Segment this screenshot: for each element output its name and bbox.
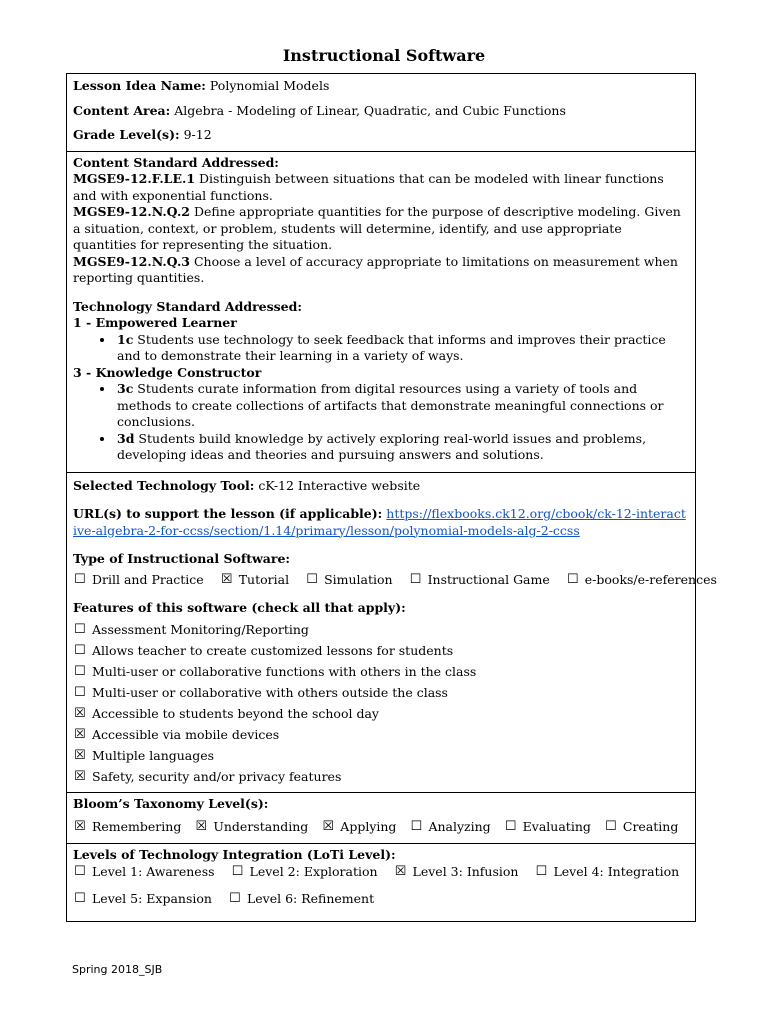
feature-option[interactable]: ☐ Assessment Monitoring/Reporting: [74, 621, 309, 637]
grade-level-value: 9-12: [183, 127, 212, 142]
checkbox-icon[interactable]: ☒: [74, 768, 86, 784]
page-title: Instructional Software: [282, 46, 486, 65]
page-footer: Spring 2018_SJB: [72, 963, 163, 976]
checkbox-icon[interactable]: ☐: [74, 663, 86, 679]
feature-option[interactable]: ☐ Allows teacher to create customized lessons for students: [74, 642, 454, 658]
checkbox-icon[interactable]: ☒: [195, 819, 208, 834]
checkbox-icon[interactable]: ☒: [74, 747, 86, 763]
feature-option[interactable]: ☒ Multiple languages: [74, 747, 215, 763]
tech-standard-list: [73, 381, 689, 464]
checkbox-icon[interactable]: ☐: [410, 819, 423, 834]
content-standard-item: MGSE9-12.N.Q.2 Define appropriate quantities for the purpose of descriptive modeling. Given a situation, context, or problem, students will determine, identify, and use appropriate quantities for representing the situation.: [73, 204, 681, 252]
blooms-option[interactable]: ☒ Applying: [322, 819, 397, 834]
loti-section: [67, 844, 695, 922]
blooms-section: [67, 793, 695, 844]
blooms-heading: Bloom’s Taxonomy Level(s):: [73, 795, 269, 811]
software-type-option[interactable]: ☐ e-books/e-references: [566, 571, 717, 587]
software-type-option[interactable]: ☒ Tutorial: [220, 571, 290, 587]
checkbox-icon[interactable]: ☐: [306, 571, 318, 587]
loti-option[interactable]: ☐ Level 1: Awareness: [74, 864, 215, 879]
lesson-url-link[interactable]: https://flexbooks.ck12.org/cbook/ck-12-interactive-algebra-2-for-ccss/section/1.14/primary/lesson/polynomial-models-alg-2-ccss: [73, 506, 686, 538]
loti-option[interactable]: ☐ Level 5: Expansion: [74, 890, 212, 906]
tech-standard-heading: Technology Standard Addressed:: [73, 298, 302, 314]
checkbox-icon[interactable]: ☐: [231, 864, 244, 879]
tech-standard-bullet: • 3c Students curate information from digital resources using a variety of tools and methods to create collections of artifacts that demonstrate meaningful connections or conclusions.: [115, 381, 689, 431]
tech-standard-group-title: 1 - Empowered Learner: [73, 315, 237, 330]
software-type-heading: Type of Instructional Software:: [73, 551, 291, 566]
url-label: URL(s) to support the lesson (if applicable):: [73, 506, 383, 521]
checkbox-icon[interactable]: ☒: [394, 864, 407, 879]
content-standard-heading: Content Standard Addressed:: [73, 154, 279, 170]
blooms-option[interactable]: ☒ Understanding: [195, 819, 309, 834]
software-type-option[interactable]: ☐ Instructional Game: [409, 571, 550, 587]
blooms-option[interactable]: ☐ Creating: [605, 819, 679, 834]
grade-level-label: Grade Level(s):: [73, 127, 180, 142]
blooms-option[interactable]: ☒ Remembering: [74, 819, 182, 834]
checkbox-icon[interactable]: ☐: [74, 642, 86, 658]
loti-options-row: [73, 891, 689, 908]
feature-option[interactable]: ☐ Multi-user or collaborative with others outside the class: [74, 684, 448, 700]
features-heading: Features of this software (check all that apply):: [73, 600, 406, 615]
content-standard-item: MGSE9-12.F.LE.1 Distinguish between situations that can be modeled with linear functions and with exponential functions.: [73, 171, 664, 203]
tool-value: cK-12 Interactive website: [258, 477, 421, 493]
content-area-label: Content Area:: [73, 102, 171, 118]
lesson-idea-label: Lesson Idea Name:: [73, 78, 206, 93]
software-type-option[interactable]: ☐ Simulation: [306, 571, 393, 587]
tech-standard-bullet: • 3d Students build knowledge by actively exploring real-world issues and problems, developing ideas and theories and pursuing answers and solutions.: [115, 431, 689, 464]
tech-standard-list: [73, 332, 689, 365]
feature-option[interactable]: ☒ Accessible to students beyond the school day: [74, 705, 379, 721]
checkbox-icon[interactable]: ☐: [74, 890, 86, 906]
loti-option[interactable]: ☒ Level 3: Infusion: [394, 864, 519, 879]
loti-option[interactable]: ☐ Level 4: Integration: [535, 864, 680, 879]
content-standard-item: MGSE9-12.N.Q.3 Choose a level of accuracy appropriate to limitations on measurement when reporting quantities.: [73, 253, 678, 285]
checkbox-icon[interactable]: ☐: [409, 571, 422, 587]
checkbox-icon[interactable]: ☐: [229, 890, 241, 906]
standards-section: [67, 152, 695, 473]
blooms-options: [73, 819, 689, 836]
loti-options-row: [73, 864, 689, 881]
checkbox-icon[interactable]: ☒: [74, 819, 86, 834]
tech-standard-bullet: • 1c Students use technology to seek feedback that informs and improves their practice and to demonstrate their learning in a variety of ways.: [115, 332, 689, 365]
tool-label: Selected Technology Tool:: [73, 477, 255, 493]
feature-option[interactable]: ☐ Multi-user or collaborative functions with others in the class: [74, 663, 477, 679]
software-type-options: [73, 571, 717, 589]
software-type-option[interactable]: ☐ Drill and Practice: [74, 571, 204, 587]
checkbox-icon[interactable]: ☐: [74, 571, 86, 587]
blooms-option[interactable]: ☐ Evaluating: [504, 819, 591, 834]
tech-standard-group-title: 3 - Knowledge Constructor: [73, 364, 262, 380]
checkbox-icon[interactable]: ☒: [322, 819, 335, 834]
checkbox-icon[interactable]: ☐: [74, 621, 86, 637]
feature-option[interactable]: ☒ Safety, security and/or privacy features: [74, 768, 342, 784]
content-area-value: Algebra - Modeling of Linear, Quadratic, and Cubic Functions: [174, 102, 566, 118]
lesson-idea-value: Polynomial Models: [209, 78, 330, 93]
software-section: [67, 473, 717, 793]
checkbox-icon[interactable]: ☐: [504, 819, 517, 834]
loti-option[interactable]: ☐ Level 2: Exploration: [231, 864, 378, 879]
loti-heading: Levels of Technology Integration (LoTi Level):: [73, 846, 396, 862]
checkbox-icon[interactable]: ☐: [74, 864, 86, 879]
feature-option[interactable]: ☒ Accessible via mobile devices: [74, 726, 280, 742]
checkbox-icon[interactable]: ☐: [566, 571, 579, 587]
loti-option[interactable]: ☐ Level 6: Refinement: [229, 890, 375, 906]
checkbox-icon[interactable]: ☒: [74, 705, 86, 721]
checkbox-icon[interactable]: ☒: [74, 726, 86, 742]
checkbox-icon[interactable]: ☐: [535, 864, 548, 879]
lesson-form: [66, 73, 717, 922]
checkbox-icon[interactable]: ☐: [74, 684, 86, 700]
checkbox-icon[interactable]: ☐: [605, 819, 617, 834]
blooms-option[interactable]: ☐ Analyzing: [410, 819, 491, 834]
lesson-info-section: [67, 74, 695, 152]
features-list: [73, 620, 689, 788]
checkbox-icon[interactable]: ☒: [220, 571, 233, 587]
